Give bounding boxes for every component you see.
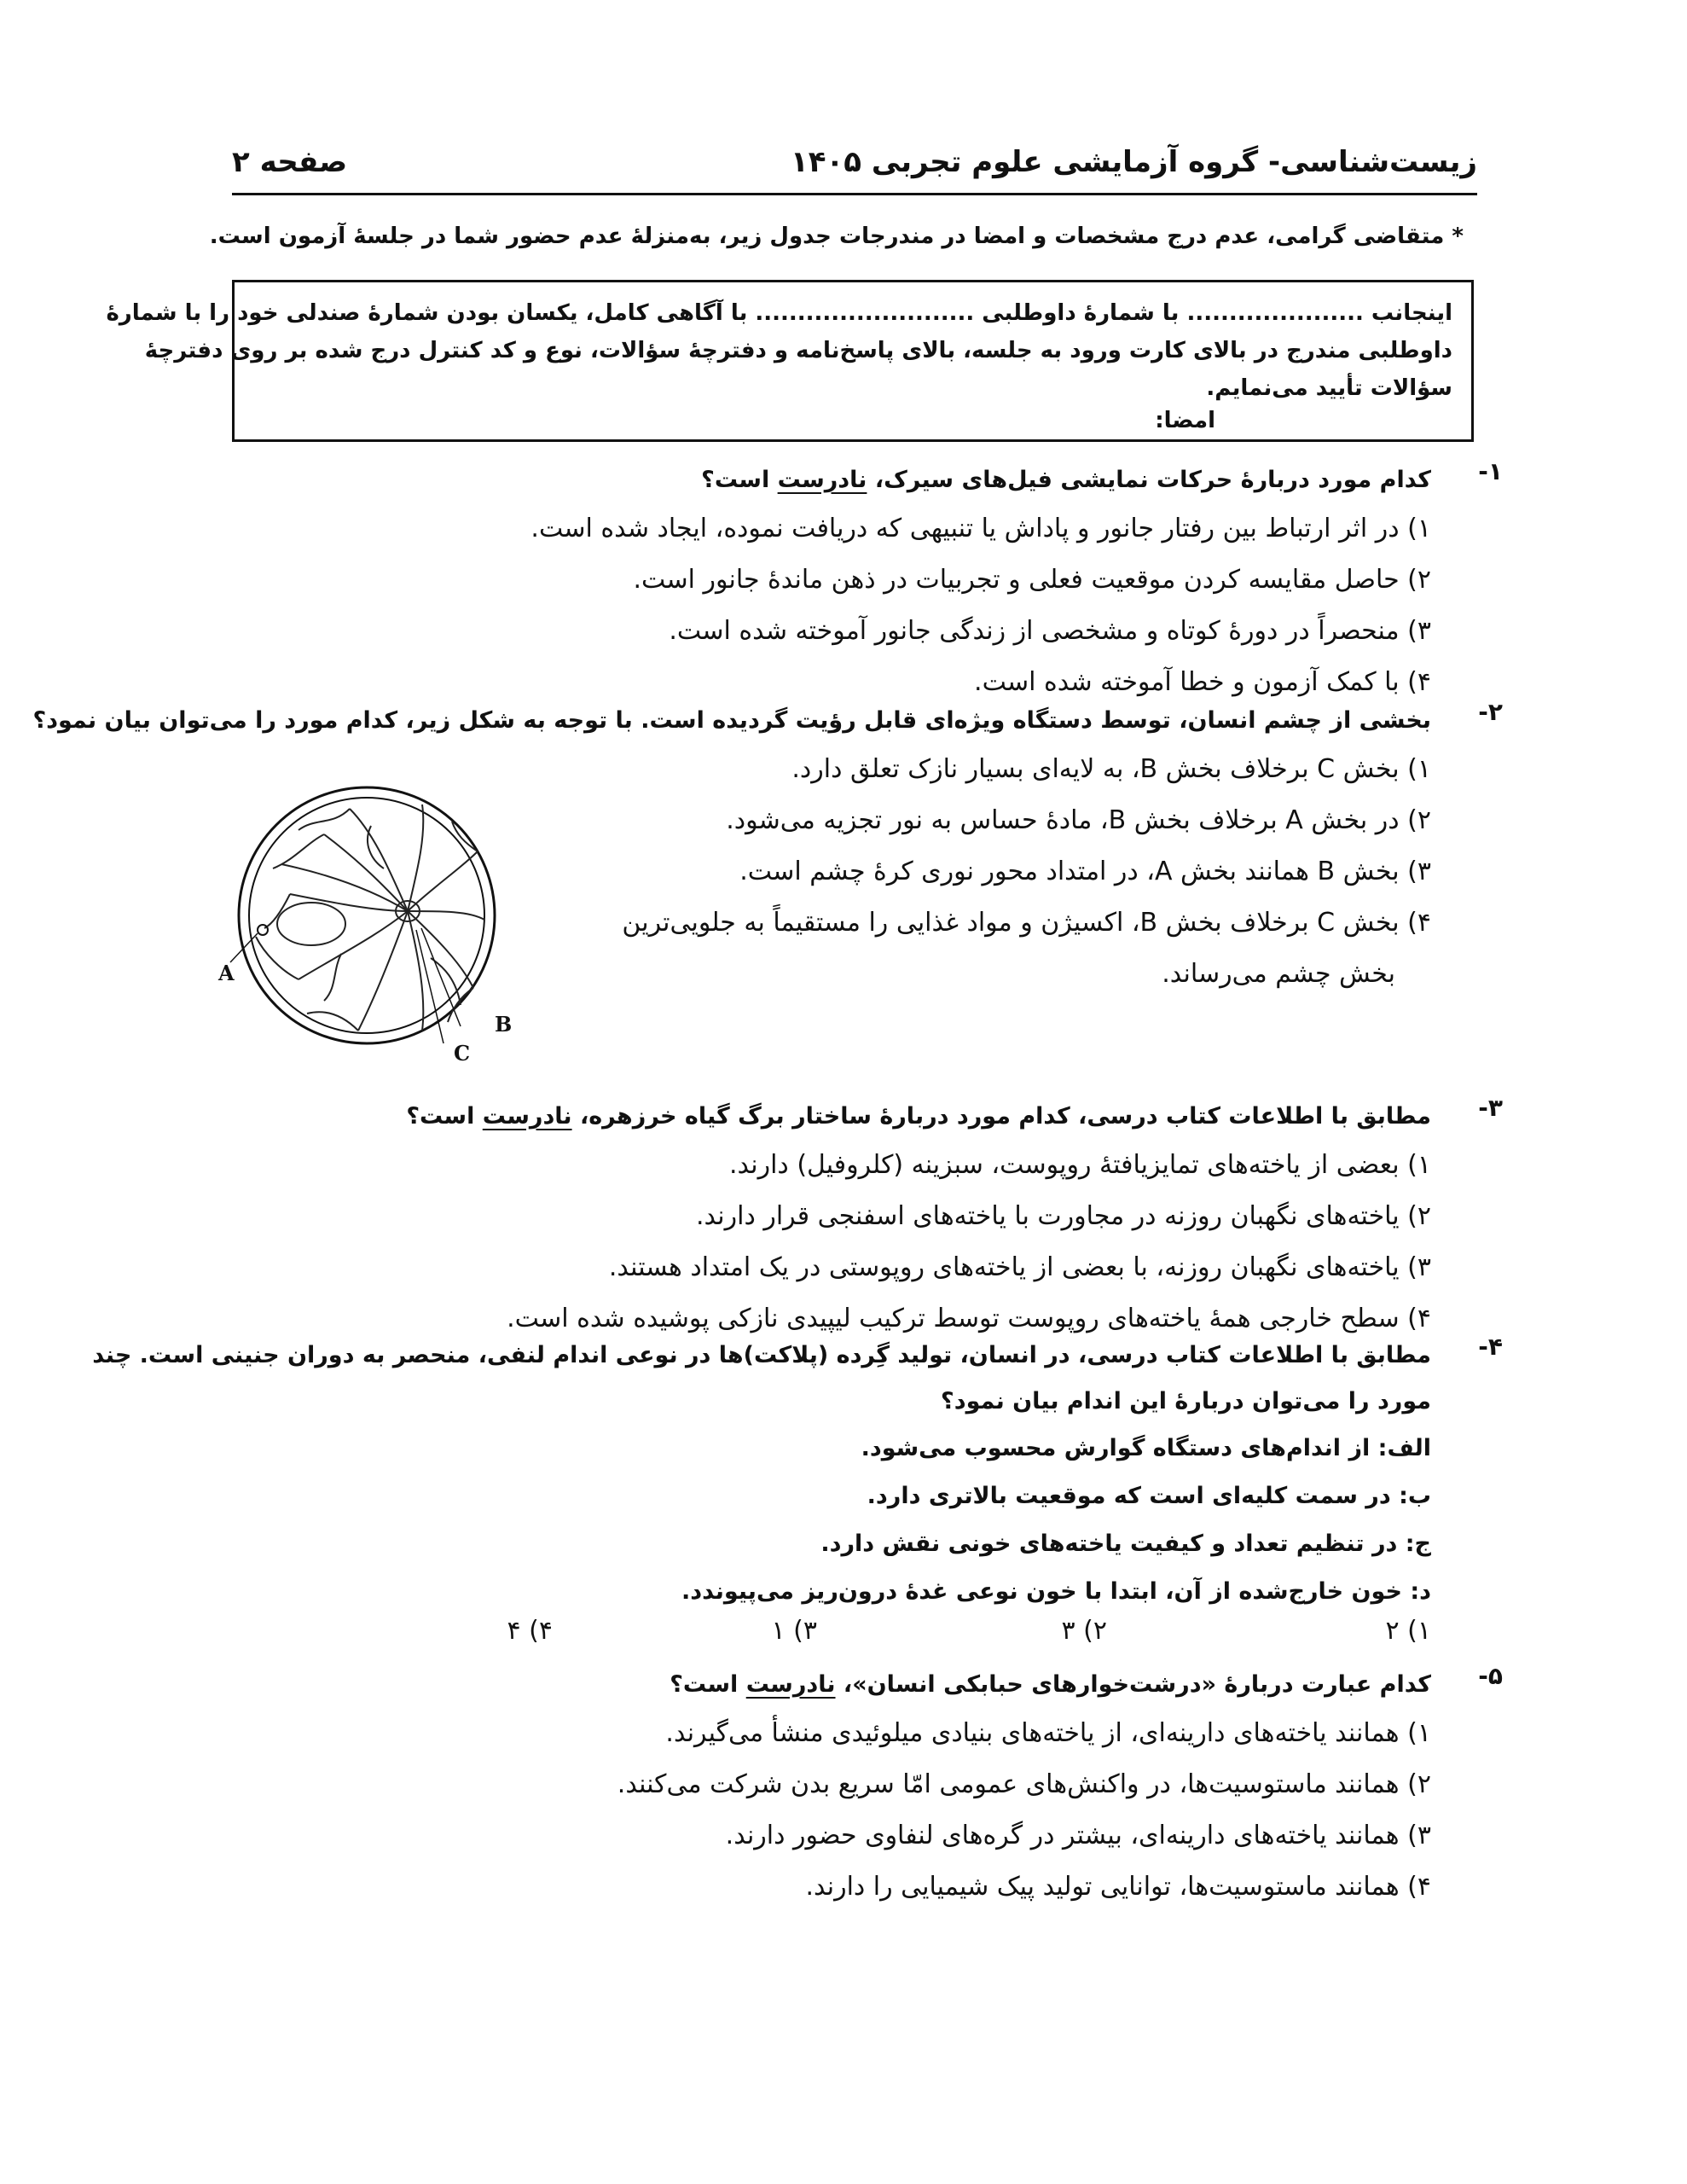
option-3: ۳) یاخته‌های نگهبان روزنه، با بعضی از یاخته‌های روپوستی در یک امتداد هستند. <box>608 1252 1431 1282</box>
statement-be: ب: در سمت کلیه‌ای است که موقعیت بالاتری دارد. <box>867 1483 1431 1509</box>
option-2: ۲) در بخش A برخلاف بخش B، مادهٔ حساس به نور تجزیه می‌شود. <box>726 805 1431 835</box>
option-1: ۱) همانند یاخته‌های دارینه‌ای، از یاخته‌های بنیادی میلوئیدی منشأ می‌گیرند. <box>665 1718 1431 1748</box>
declaration-line-3: سؤالات تأیید می‌نمایم. <box>1206 375 1452 401</box>
option-3: ۳) بخش B همانند بخش A، در امتداد محور نوری کرهٔ چشم است. <box>739 857 1431 886</box>
stem-underlined-word: نادرست <box>745 1671 836 1698</box>
question-number: -۳ <box>1478 1094 1503 1122</box>
stem-part: است؟ <box>406 1103 483 1130</box>
option-4: ۴) با کمک آزمون و خطا آموخته شده است. <box>974 667 1431 697</box>
statement-jim: ج: در تنظیم تعداد و کیفیت یاخته‌های خونی نقش دارد. <box>820 1531 1431 1557</box>
choice-3: ۳) ۱ <box>771 1616 817 1646</box>
stem-part: مطابق با اطلاعات کتاب درسی، کدام مورد دربارهٔ ساختار برگ گیاه خرزهره، <box>571 1103 1431 1130</box>
option-1: ۱) بعضی از یاخته‌های تمایزیافتهٔ روپوست، سبزینه (کلروفیل) دارند. <box>728 1150 1431 1180</box>
question-stem-line-1: مطابق با اطلاعات کتاب درسی، در انسان، تولید گِرده (پلاکت)ها در نوعی اندام لنفی، منحصر به دوران جنینی است. چند <box>92 1342 1431 1368</box>
option-4: ۴) بخش C برخلاف بخش B، اکسیژن و مواد غذایی را مستقیماً به جلویی‌ترین <box>622 908 1431 938</box>
stem-underlined-word: نادرست <box>482 1103 572 1130</box>
retina-fundus-drawing <box>213 783 512 1065</box>
page-header-title: زیست‌شناسی- گروه آزمایشی علوم تجربی ۱۴۰۵ <box>790 145 1477 179</box>
option-4-continued: بخش چشم می‌رساند. <box>1162 959 1395 989</box>
question-number: -۴ <box>1478 1333 1503 1361</box>
option-2: ۲) یاخته‌های نگهبان روزنه در مجاورت با یاخته‌های اسفنجی قرار دارند. <box>695 1201 1431 1231</box>
question-4 <box>92 1333 1503 1646</box>
declaration-box <box>106 280 1474 442</box>
page-number: صفحه ۲ <box>232 145 348 179</box>
question-stem <box>223 1662 1431 1708</box>
stem-part: است؟ <box>701 467 778 493</box>
question-number: -۲ <box>1478 698 1503 726</box>
option-4: ۴) همانند ماستوسیت‌ها، توانایی تولید پیک شیمیایی را دارند. <box>805 1872 1431 1902</box>
option-2: ۲) همانند ماستوسیت‌ها، در واکنش‌های عمومی امّا سریع بدن شرکت می‌کنند. <box>617 1769 1431 1799</box>
choice-2: ۲) ۳ <box>1061 1616 1107 1646</box>
option-3: ۳) همانند یاخته‌های دارینه‌ای، بیشتر در گره‌های لنفاوی حضور دارند. <box>725 1821 1431 1850</box>
header-divider <box>232 193 1477 195</box>
signature-label: امضا: <box>1155 408 1215 433</box>
question-stem <box>223 457 1431 503</box>
question-number: -۵ <box>1478 1662 1503 1690</box>
question-3 <box>223 1094 1503 1345</box>
retina-figure <box>213 783 512 1065</box>
answer-choices-row <box>223 1616 1431 1667</box>
figure-label-b: B <box>495 1012 513 1037</box>
stem-part: کدام عبارت دربارهٔ «درشت‌خوارهای حبابکی انسان»، <box>835 1671 1431 1698</box>
choice-1: ۱) ۲ <box>1385 1616 1431 1646</box>
figure-label-a: A <box>218 961 235 985</box>
stem-underlined-word: نادرست <box>777 467 867 493</box>
question-5 <box>223 1662 1503 1913</box>
option-1: ۱) بخش C برخلاف بخش B، به لایه‌ای بسیار نازک تعلق دارد. <box>791 754 1431 784</box>
option-2: ۲) حاصل مقایسه کردن موقعیت فعلی و تجربیات در ذهن ماندهٔ جانور است. <box>633 565 1431 595</box>
question-1 <box>223 457 1503 708</box>
declaration-line-1: اینجانب ..................... با شمارهٔ داوطلبی .......................... با آگاهی کامل، یکسان بودن شمارهٔ صندلی خود را با شمارهٔ <box>106 300 1452 326</box>
option-1: ۱) در اثر ارتباط بین رفتار جانور و پاداش یا تنبیهی که دریافت نموده، ایجاد شده است. <box>530 514 1431 543</box>
question-stem-line-2: مورد را می‌توان دربارهٔ این اندام بیان نمود؟ <box>941 1388 1431 1414</box>
question-number: -۱ <box>1478 457 1503 485</box>
declaration-line-2: داوطلبی مندرج در بالای کارت ورود به جلسه، بالای پاسخ‌نامه و دفترچهٔ سؤالات، نوع و کد کنترل درج شده بر روی دفترچهٔ <box>144 338 1452 363</box>
option-3: ۳) منحصراً در دورهٔ کوتاه و مشخصی از زندگی جانور آموخته شده است. <box>669 616 1431 646</box>
stem-part: است؟ <box>670 1671 746 1698</box>
figure-label-c: C <box>454 1041 471 1066</box>
notice-text: * متقاضی گرامی، عدم درج مشخصات و امضا در مندرجات جدول زیر، به‌منزلهٔ عدم حضور شما در جلسهٔ آزمون است. <box>209 224 1464 249</box>
stem-part: کدام مورد دربارهٔ حرکات نمایشی فیل‌های سیرک، <box>867 467 1431 493</box>
option-4: ۴) سطح خارجی همهٔ یاخته‌های روپوست توسط ترکیب لیپیدی نازکی پوشیده شده است. <box>507 1304 1431 1333</box>
question-stem: بخشی از چشم انسان، توسط دستگاه ویژه‌ای قابل رؤیت گردیده است. با توجه به شکل زیر، کدام مورد را می‌توان بیان نمود؟ <box>32 707 1431 734</box>
statement-alef: الف: از اندام‌های دستگاه گوارش محسوب می‌شود. <box>861 1435 1431 1461</box>
statement-dal: د: خون خارج‌شده از آن، ابتدا با خون نوعی غدهٔ درون‌ریز می‌پیوندد. <box>681 1578 1431 1605</box>
choice-4: ۴) ۴ <box>507 1616 553 1646</box>
question-stem <box>223 1094 1431 1140</box>
